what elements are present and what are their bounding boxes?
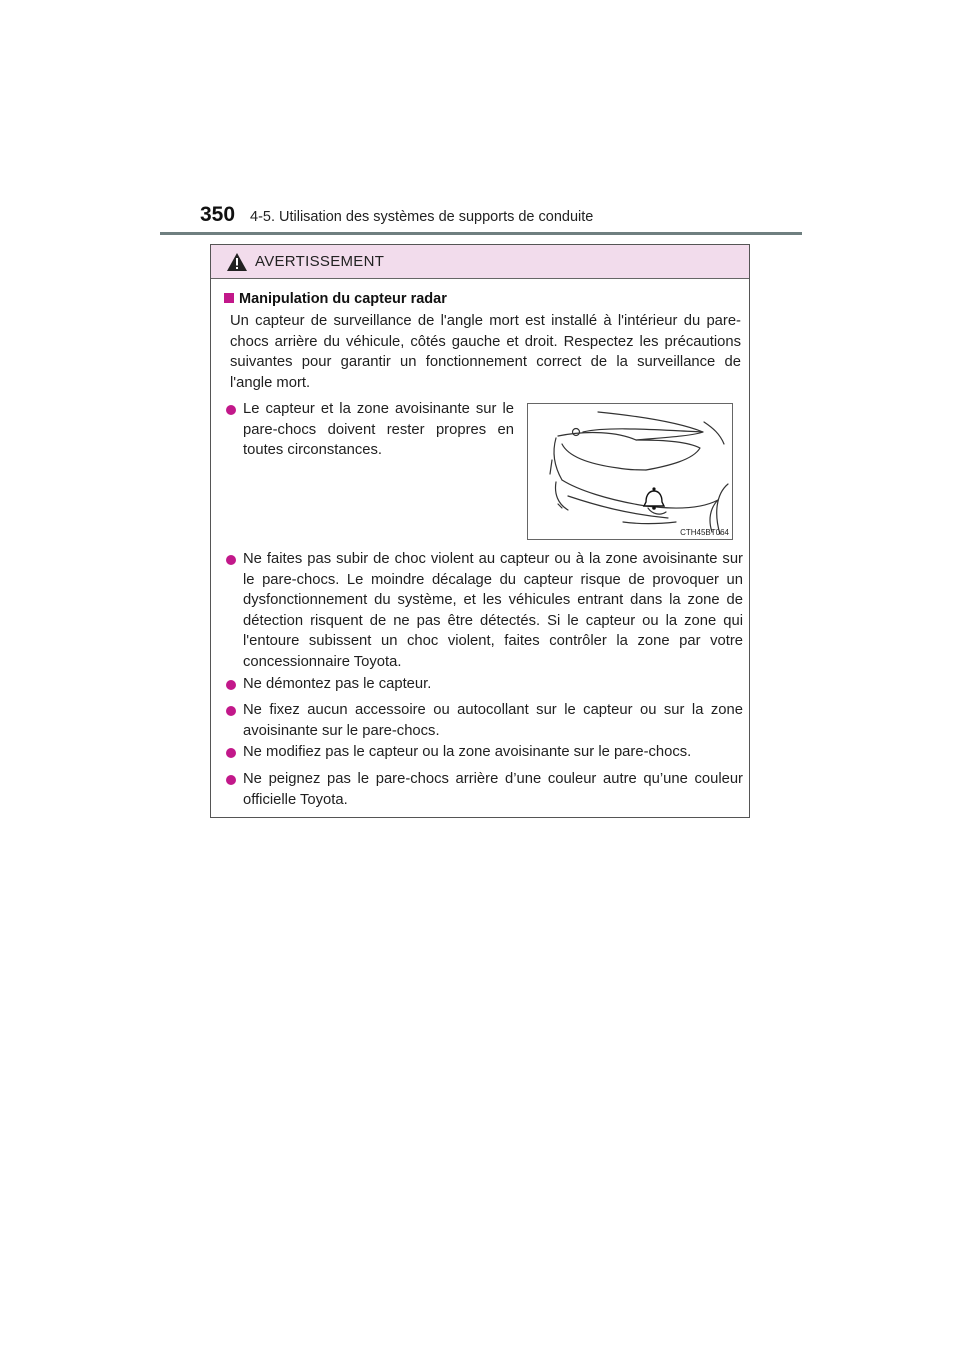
warning-header [211,245,749,279]
bullet-text-5: Ne modifiez pas le capteur ou la zone avoisinante sur le pare-chocs. [243,744,692,760]
bullet-text-6: Ne peignez pas le pare-chocs arrière d’une couleur autre qu’une couleur officielle Toyota. [243,771,743,808]
square-bullet-icon [224,293,234,303]
warning-label: AVERTISSEMENT [255,253,385,270]
sensor-bell-icon [644,487,664,509]
car-rear-illustration [528,404,733,540]
subsection-heading [224,291,447,307]
bullet-dot-icon [226,775,236,785]
car-rear-figure [527,403,733,540]
bullet-dot-icon [226,680,236,690]
figure-code: CTH45BT064 [680,528,729,537]
bullet-text-4: Ne fixez aucun accessoire ou autocollant sur le capteur ou sur la zone avoisinante sur le pare-chocs. [243,702,743,739]
bullet-text-2: Ne faites pas subir de choc violent au capteur ou à la zone avoisinante sur le pare-chocs. Le moindre décalage du capteur risque de provoquer un dysfonctionnement du système, et les véhicules entrant dans la zone de détection risquent de ne pas être détectés. Si le capteur ou la zone qui l'entoure subissent un choc violent, faites contrôler la zone par votre concessionnaire Toyota. [243,551,743,670]
warning-box [210,244,750,818]
bullet-text-3: Ne démontez pas le capteur. [243,676,432,692]
bullet-dot-icon [226,555,236,565]
bullet-text-1: Le capteur et la zone avoisinante sur le pare-chocs doivent rester propres en toutes circonstances. [243,401,514,458]
bullet-dot-icon [226,706,236,716]
header-rule [160,232,802,235]
intro-paragraph: Un capteur de surveillance de l'angle mort est installé à l'intérieur du pare-chocs arrière du véhicule, côtés gauche et droit. Respectez les précautions suivantes pour garantir un fonctionnement correct de la surveillance de l'angle mort. [230,313,741,391]
section-title: 4-5. Utilisation des systèmes de supports de conduite [250,209,594,225]
page-number: 350 [200,203,236,226]
subsection-title: Manipulation du capteur radar [239,291,447,307]
bullet-dot-icon [226,748,236,758]
warning-triangle-icon [226,252,248,272]
bullet-dot-icon [226,405,236,415]
